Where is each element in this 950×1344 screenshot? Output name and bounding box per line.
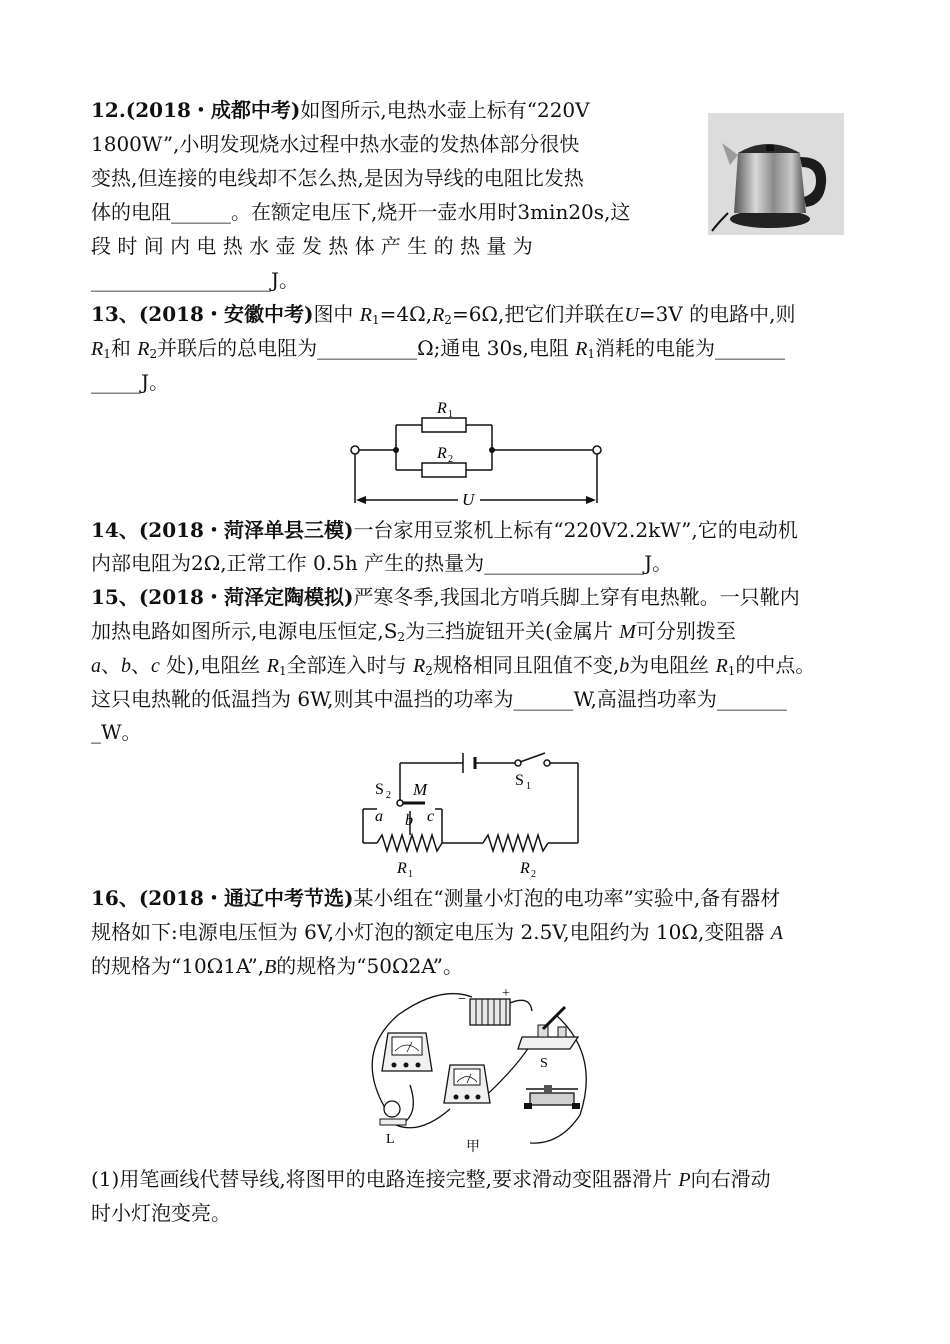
label-r1-sub: 1 (448, 409, 453, 420)
q13-text: 和 (110, 336, 138, 360)
kettle-photo (708, 113, 844, 235)
var-b: B (264, 956, 277, 978)
q15-line5: _W。 (91, 720, 142, 744)
q13-text: =6Ω,把它们并联在 (451, 302, 625, 326)
label-s1-sub: 1 (526, 781, 531, 792)
q15-line1 (91, 585, 800, 609)
q13-text: 消耗的电能为_______ (595, 336, 786, 360)
q14-line1 (91, 518, 798, 542)
q16-text: 规格如下:电源电压恒为 6V,小灯泡的额定电压为 2.5V,电阻约为 10Ω,变阻器 (91, 920, 771, 944)
var-r: R (715, 655, 728, 677)
label-r2-sub: 2 (448, 454, 453, 465)
q12-line2: 1800W”,小明发现烧水过程中热水壶的发热体部分很快 (91, 132, 580, 156)
q13-text: 图中 (313, 302, 360, 326)
q15-text: 为电阻丝 (629, 653, 716, 677)
label-m: M (413, 780, 428, 799)
var-r: R (432, 304, 445, 326)
label-minus: − (458, 992, 466, 1007)
q16-text: 的规格为“10Ω1A”, (91, 954, 265, 978)
sub: 1 (372, 313, 380, 327)
q13-text: =4Ω, (379, 302, 433, 326)
q16-sub1-line2: 时小灯泡变亮。 (91, 1201, 231, 1225)
q14-line2: 内部电阻为2Ω,正常工作 0.5h 产生的热量为________________J。 (91, 551, 673, 575)
var-r: R (575, 338, 588, 360)
q13-source: (2018・安徽中考) (138, 302, 314, 326)
sub: 2 (444, 313, 452, 327)
q15-text: 全部连入时与 (286, 653, 413, 677)
q15-text: 规格相同且阻值不变, (432, 653, 620, 677)
q14-source: (2018・菏泽单县三模) (138, 518, 354, 542)
var-a: A (770, 922, 783, 944)
q16-source: (2018・通辽中考节选) (138, 886, 354, 910)
q15-text: 严寒冬季,我国北方哨兵脚上穿有电热靴。一只靴内 (353, 585, 800, 609)
q15-text: 处),电阻丝 (159, 653, 267, 677)
q16-text: 的规格为“50Ω2A”。 (276, 954, 464, 978)
boot-heater-circuit-diagram (355, 745, 595, 880)
sub: 1 (727, 664, 736, 678)
q13-text: =3V 的电路中,则 (638, 302, 796, 326)
q15-source: (2018・菏泽定陶模拟) (138, 585, 354, 609)
var-u: U (624, 304, 639, 326)
q12-number: 12. (91, 98, 126, 122)
label-s: S (540, 1056, 548, 1071)
q12-line4: 体的电阻______。在额定电压下,烧开一壶水用时3min20s,这 (91, 200, 631, 224)
var-m: M (619, 621, 636, 643)
parallel-circuit-diagram (340, 395, 610, 515)
q15-text: 加热电路如图所示,电源电压恒定,S (91, 619, 398, 643)
sub: 2 (425, 664, 433, 678)
figure-caption: 甲 (466, 1140, 480, 1155)
q14-number: 14、 (91, 518, 139, 542)
var: b (619, 655, 630, 677)
q15-text: 、 (101, 653, 121, 677)
q12-text: 如图所示,电热水壶上标有“220V (300, 98, 590, 122)
q16-line1 (91, 886, 780, 910)
q13-line3: _____J。 (91, 370, 170, 394)
label-plus: + (502, 986, 510, 1001)
q15-number: 15、 (91, 585, 139, 609)
var-r: R (412, 655, 426, 677)
q15-line3 (91, 653, 815, 678)
q13-line1 (91, 302, 795, 327)
apparatus-diagram (360, 985, 600, 1157)
q15-text: 可分别拨至 (635, 619, 736, 643)
sub: 2 (149, 347, 158, 361)
sub: 1 (103, 347, 111, 361)
rheostat-icon (524, 1085, 580, 1109)
label-s2-sub: 2 (386, 790, 391, 801)
var-r: R (359, 304, 373, 326)
var: c (151, 655, 160, 677)
q15-text: 的中点。 (735, 653, 816, 677)
q15-text: 、 (131, 653, 151, 677)
label-c: c (427, 808, 435, 825)
var-r: R (266, 655, 279, 677)
q12-source: (2018・成都中考) (125, 98, 301, 122)
sub: 1 (278, 664, 287, 678)
q16-text: 向右滑动 (690, 1167, 771, 1191)
q12-line6: __________________J。 (91, 268, 300, 292)
q16-text: 某小组在“测量小灯泡的电功率”实验中,备有器材 (353, 886, 781, 910)
q13-number: 13、 (91, 302, 139, 326)
label-r2: R (520, 860, 530, 877)
var-r: R (137, 338, 150, 360)
q13-line2 (91, 336, 785, 361)
label-s1: S (515, 772, 524, 789)
sub: 1 (587, 347, 596, 361)
q14-text: 一台家用豆浆机上标有“220V2.2kW”,它的电动机 (353, 518, 798, 542)
q12-line1 (91, 98, 590, 122)
var-p: P (678, 1169, 691, 1191)
q15-line4: 这只电热靴的低温挡为 6W,则其中温挡的功率为______W,高温挡功率为_______ (91, 687, 787, 711)
q16-line2 (91, 920, 783, 945)
q15-text: 为三挡旋钮开关(金属片 (405, 619, 620, 643)
meter-icon (444, 1065, 490, 1103)
q15-line2 (91, 619, 736, 644)
label-r1-sub: 1 (408, 869, 413, 880)
q16-text: (1)用笔画线代替导线,将图甲的电路连接完整,要求滑动变阻器滑片 (91, 1167, 679, 1191)
label-b: b (405, 812, 413, 829)
battery-icon (470, 999, 510, 1025)
label-s2: S (375, 781, 384, 798)
q16-number: 16、 (91, 886, 139, 910)
label-u: U (462, 490, 475, 509)
q12-line5: 段 时 间 内 电 热 水 壶 发 热 体 产 生 的 热 量 为 (91, 234, 533, 258)
label-l: L (386, 1132, 395, 1147)
q16-sub1-line1 (91, 1167, 771, 1192)
var-r: R (91, 338, 104, 360)
label-a: a (375, 808, 383, 825)
label-r1: R (437, 400, 447, 417)
q13-text: 并联后的总电阻为__________Ω;通电 30s,电阻 (157, 336, 576, 360)
meter-icon (382, 1033, 432, 1071)
var: a (91, 655, 101, 677)
label-r1: R (397, 860, 407, 877)
label-r2-sub: 2 (531, 869, 536, 880)
sub: 2 (397, 630, 406, 644)
q16-line3 (91, 954, 463, 979)
var: b (121, 655, 131, 677)
label-r2: R (437, 445, 447, 462)
q12-line3: 变热,但连接的电线却不怎么热,是因为导线的电阻比发热 (91, 166, 584, 190)
